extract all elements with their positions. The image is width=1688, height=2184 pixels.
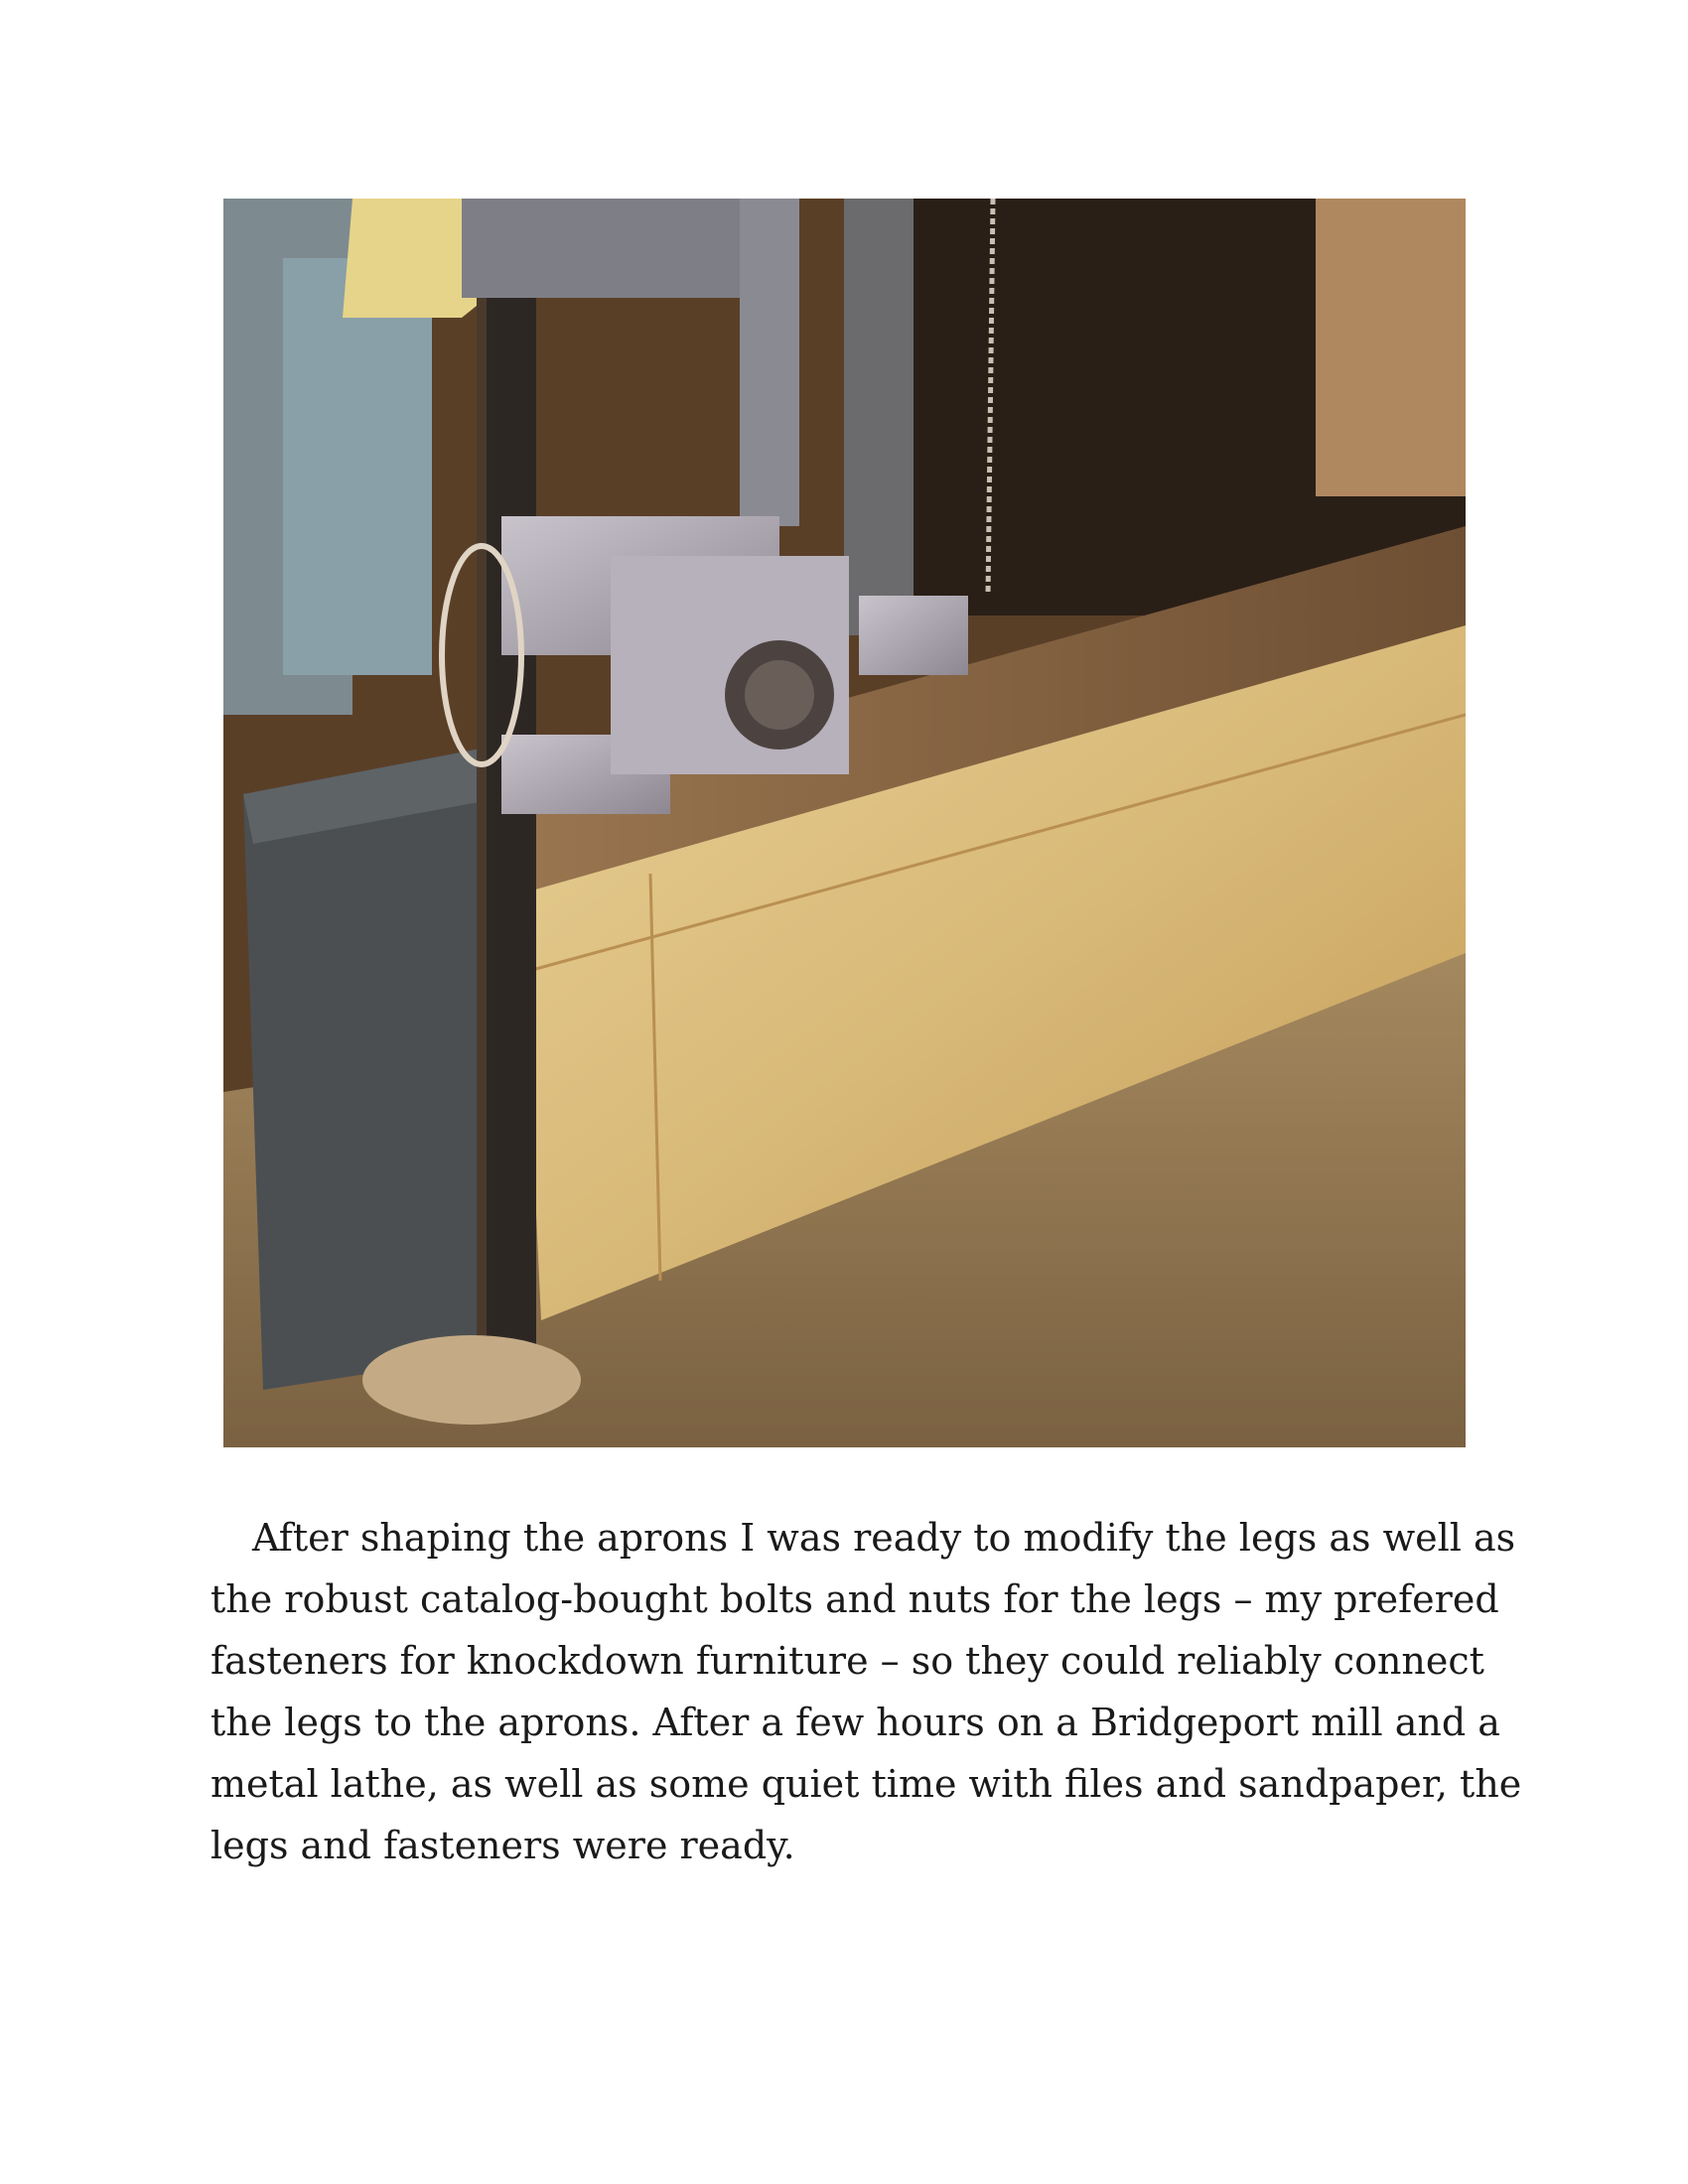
paragraph-line: legs and fasteners were ready. [211, 1824, 795, 1867]
paragraph-line: the legs to the aprons. After a few hours on a Bridgeport mill and a [211, 1701, 1500, 1744]
band-saw-photo [223, 199, 1466, 1447]
band-saw-photo-illustration [223, 199, 1466, 1447]
paragraph-line: the robust catalog-bought bolts and nuts for the legs – my prefered [211, 1577, 1499, 1621]
paragraph-line: metal lathe, as well as some quiet time with files and sandpaper, the [211, 1762, 1522, 1806]
paragraph-line: fasteners for knockdown furniture – so they could reliably connect [211, 1639, 1484, 1683]
body-paragraph [211, 1507, 1522, 1876]
paragraph-line: After shaping the aprons I was ready to modify the legs as well as [252, 1516, 1516, 1560]
